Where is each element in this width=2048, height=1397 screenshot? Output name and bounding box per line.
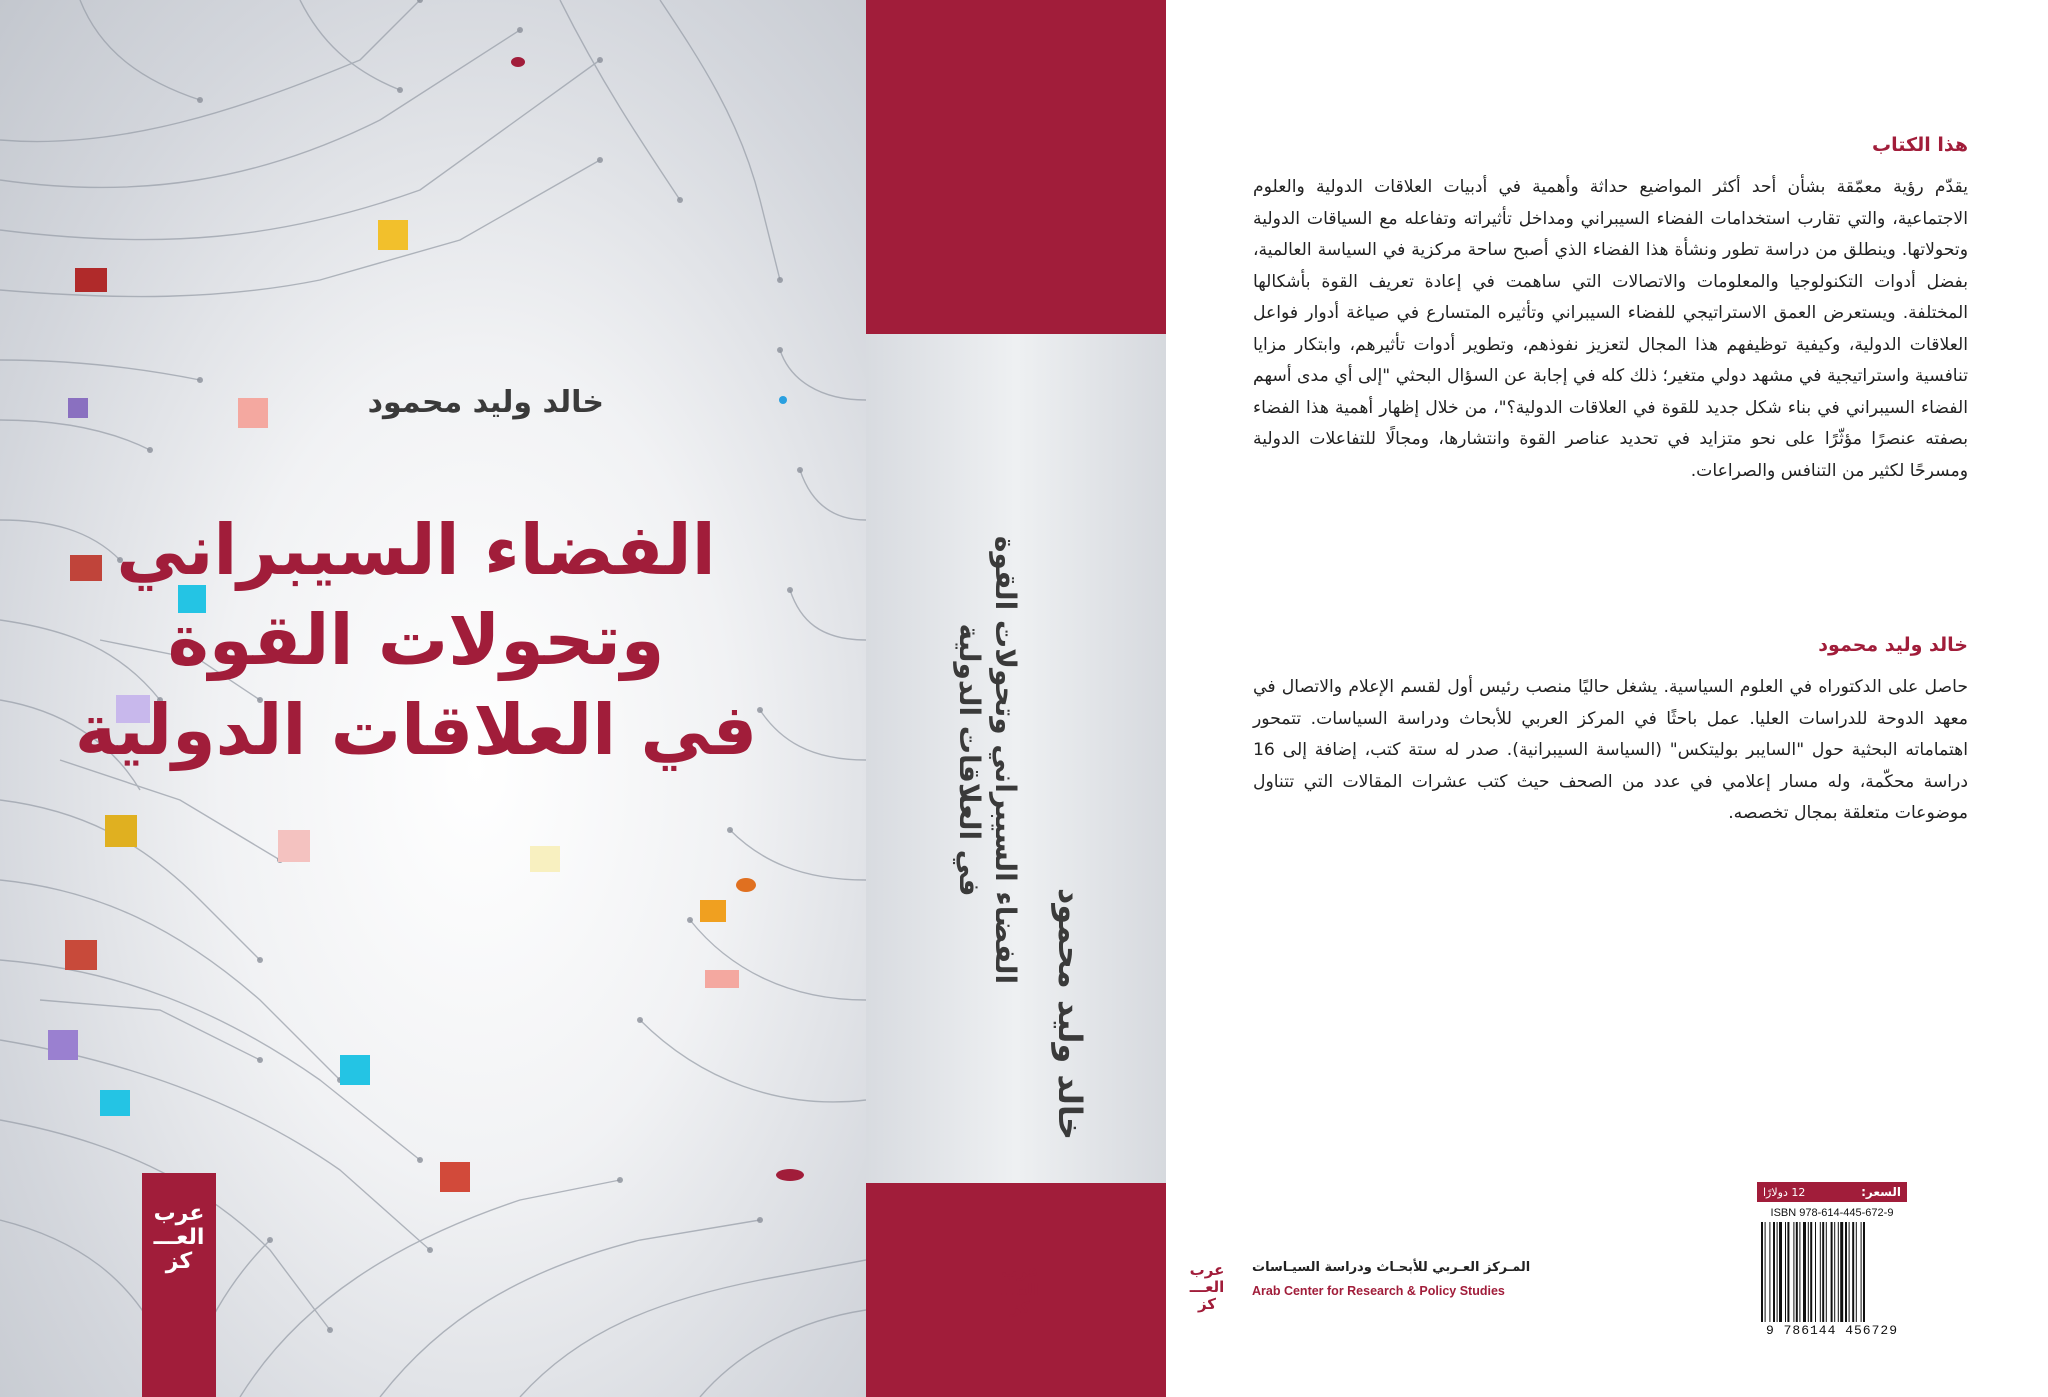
front-logo-glyph-1: عرب (153, 1201, 205, 1226)
publisher-logo-glyph-1: عرب (1189, 1260, 1225, 1279)
spine-logo-glyph-2: العـــ (1001, 1280, 1039, 1299)
publisher-logo-glyph-2: العـــ (1189, 1277, 1225, 1296)
front-title-line-3: في العلاقات الدولية (74, 689, 758, 771)
spine-title-line-1: الفضاء السيبراني وتحولات القوة (989, 535, 1022, 985)
front-logo (142, 1193, 216, 1283)
front-title (26, 505, 806, 775)
publisher-block (1176, 1258, 1531, 1318)
front-logo-glyph-3: كز (165, 1249, 193, 1274)
isbn-label: ISBN 978-614-445-672-9 (1770, 1207, 1894, 1219)
price-badge (1757, 1182, 1907, 1202)
back-cover (1166, 0, 2048, 1397)
about-book-text: يقدّم رؤية معمّقة بشأن أحد أكثر المواضيع حداثة وأهمية في أدبيات العلاقات الدولية والعلوم الاجتماعية، والتي تقارب استخدامات الفضاء السيبراني ومداخل تأثيراته وتفاعله مع السياقات الدولية وتحولاتها. وينطلق من دراسة تطور ونشأة هذا الفضاء الذي أصبح ساحة مركزية في السياسة العالمية، بفضل أدوات التكنولوجيا والمعلومات والاتصالات التي ساهمت في إعادة تعريف القوة بأشكالها المختلفة. ويستعرض العمق الاستراتيجي للفضاء السيبراني وتأثيره المتسارع في صياغة أدوار فواعل العلاقات الدولية، وكيفية توظيفهم هذا المجال لتعزيز نفوذهم، وتطوير أدوات تأثيرهم، وابتكار مزايا تنافسية واستراتيجية في مشهد دولي متغير؛ ذلك كله في إجابة عن السؤال البحثي "إلى أي مدى أسهم الفضاء السيبراني في بناء شكل جديد للقوة في العلاقات الدولية؟"، من خلال إظهار أهمية هذا الفضاء بصفته عنصرًا مؤثّرًا على نحو متزايد في تحديد عناصر القوة وانتشارها، ومجالًا للتفاعلات الدولية ومسرحًا لكثير من التنافس والصراعات. (1253, 177, 1968, 481)
barcode (1757, 1222, 1907, 1322)
price-label: السعر: (1861, 1185, 1901, 1199)
front-author: خالد وليد محمود (367, 385, 604, 420)
front-cover (0, 0, 866, 1397)
front-title-line-2: وتحولات القوة (167, 599, 665, 681)
spine-title-line-2: في العلاقات الدولية (953, 623, 986, 897)
publisher-name-arabic: المـركز العـربي للأبحـاث ودراسة السيـاسات (1252, 1260, 1531, 1275)
about-author-text: حاصل على الدكتوراه في العلوم السياسية. يشغل حاليًا منصب رئيس أول لقسم الإعلام والاتصال في معهد الدوحة للدراسات العليا. عمل باحثًا في المركز العربي للأبحاث ودراسة السياسات. تتمحور اهتماماته البحثية حول "السايبر بوليتكس" (السياسة السيبرانية). صدر له ستة كتب، إضافة إلى 16 دراسة محكّمة، وله مسار إعلامي في عدد من الصحف حيث كتب عشرات المقالات التي تتناول موضوعات متعلقة بمجال تخصصه. (1253, 677, 1968, 823)
publisher-name-english: Arab Center for Research & Policy Studies (1252, 1284, 1505, 1298)
front-title-line-1: الفضاء السيبراني (116, 509, 716, 591)
about-author-heading: خالد وليد محمود (1818, 634, 1968, 656)
spine-logo-glyph-3: كز (1010, 1298, 1030, 1317)
spine-text (920, 380, 1120, 1140)
spine-red-top (866, 0, 1166, 334)
spine-logo (990, 1255, 1050, 1325)
front-logo-block (142, 1173, 216, 1397)
barcode-digits: 9 786144 456729 (1765, 1323, 1899, 1338)
publisher-logo (1176, 1258, 1238, 1316)
spine-logo-glyph-1: عرب (1001, 1262, 1039, 1281)
spine-author: خالد وليد محمود (1051, 887, 1089, 1140)
publisher-logo-glyph-3: كز (1197, 1294, 1217, 1313)
price-value: 12 دولارًا (1763, 1185, 1806, 1199)
front-logo-glyph-2: العـــ (153, 1225, 205, 1250)
about-book-heading: هذا الكتاب (1872, 134, 1968, 156)
